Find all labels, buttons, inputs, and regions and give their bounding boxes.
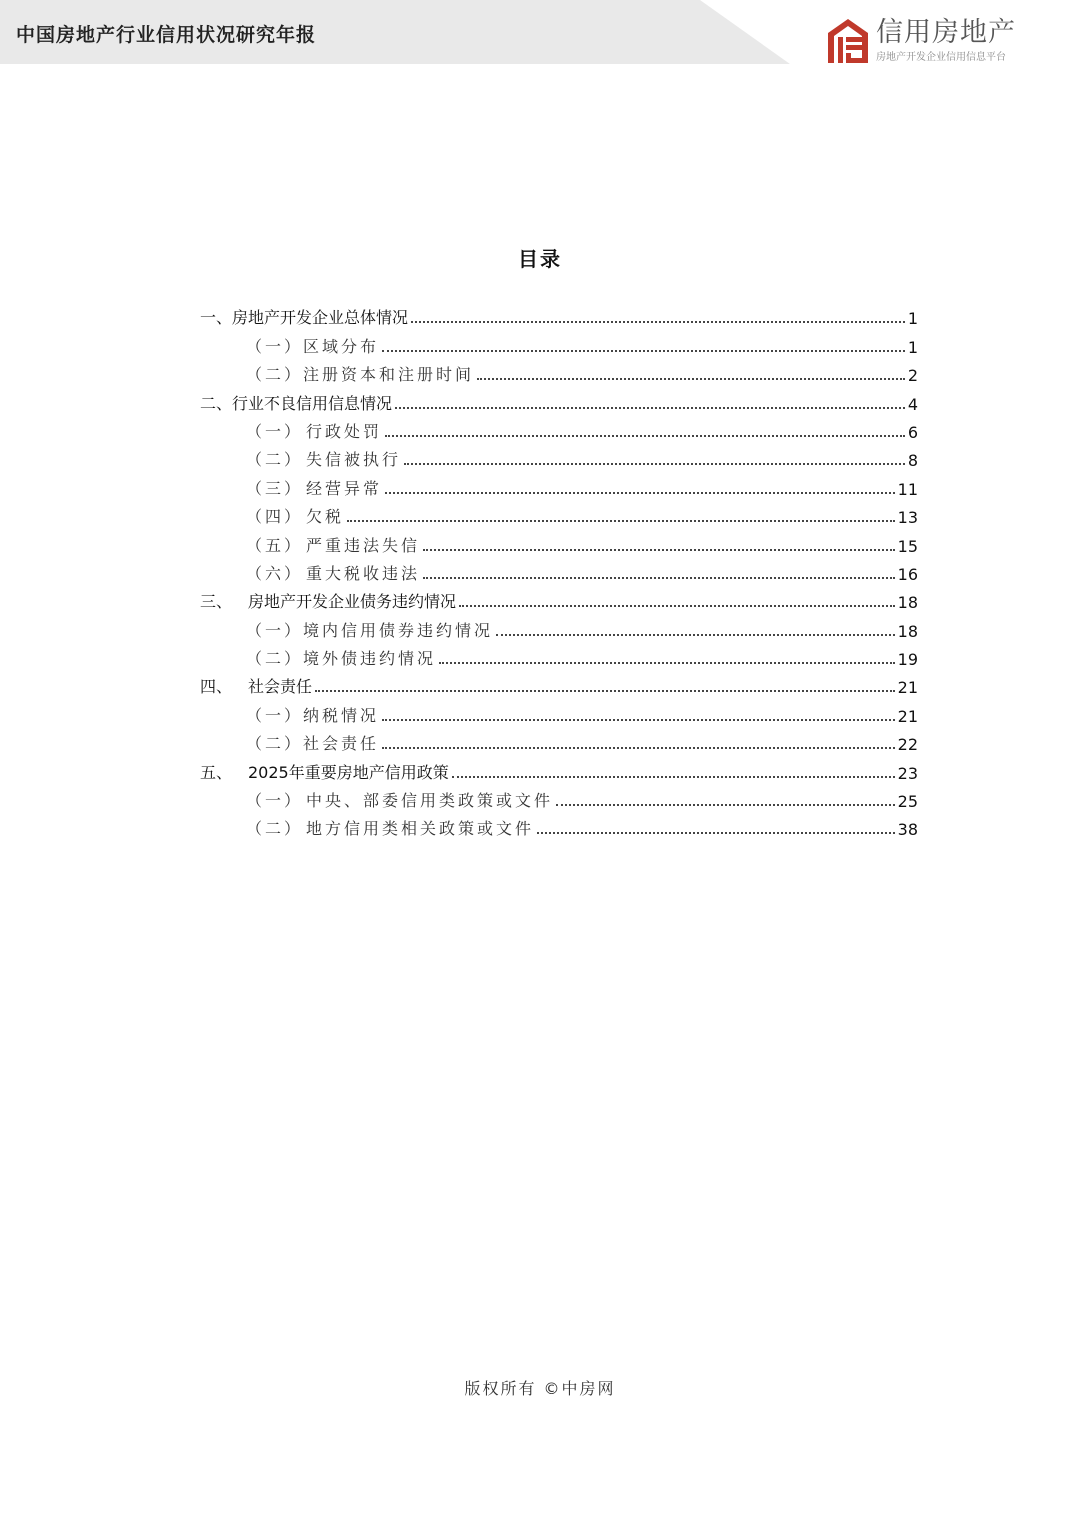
toc-leader-dots [496,634,895,636]
toc-entry[interactable] [200,612,918,640]
toc-page-number: 8 [907,451,918,471]
toc-page-number: 13 [897,508,918,528]
toc-entry[interactable] [200,669,918,697]
brand-logo [826,17,1046,67]
toc-number: （一） [246,791,304,811]
toc-entry[interactable] [200,811,918,839]
toc-page-number: 2 [907,366,918,386]
toc-number: （二） [246,450,304,470]
toc-number: 一、 [200,308,233,328]
toc-page-number: 23 [897,763,918,783]
toc-number: 四、 [200,677,233,697]
toc-page-number: 4 [907,394,918,414]
toc-entry[interactable] [200,754,918,782]
toc-page-number: 15 [897,536,918,556]
toc-title: 重大税收违法 [306,563,421,583]
toc-title: 区域分布 [303,336,380,356]
toc-number: （五） [246,535,304,555]
toc-entry[interactable] [200,442,918,470]
toc-leader-dots [395,407,905,409]
toc-leader-dots [315,690,895,692]
toc-leader-dots [382,350,905,352]
toc-page-number: 25 [897,792,918,812]
toc-title: 纳税情况 [303,705,380,725]
house-logo-icon [826,17,870,63]
toc-title: 严重违法失信 [306,535,421,555]
toc-entry[interactable] [200,385,918,413]
toc-entry[interactable] [200,726,918,754]
toc-number: （二） [246,649,304,669]
toc-page-number: 1 [907,309,918,329]
toc-page-number: 38 [897,820,918,840]
toc-title: 房地产开发企业总体情况 [232,308,409,328]
toc-leader-dots [537,832,895,834]
toc-title: 社会责任 [248,677,313,697]
toc-entry[interactable] [200,641,918,669]
toc-leader-dots [382,747,895,749]
toc-leader-dots [423,549,895,551]
toc-title: 欠税 [306,507,345,527]
toc-title: 经营异常 [306,478,383,498]
toc-number: （二） [246,365,304,385]
toc-page-number: 22 [897,735,918,755]
toc-page-number: 19 [897,650,918,670]
toc-number: （四） [246,507,304,527]
copyright-footer: 版权所有 ©中房网 [464,1379,616,1398]
toc-entry[interactable] [200,300,918,328]
toc-page-number: 18 [897,593,918,613]
toc-leader-dots [556,804,895,806]
toc-entry[interactable] [200,328,918,356]
toc-title: 注册资本和注册时间 [303,365,475,385]
toc-title: 行业不良信用信息情况 [232,393,393,413]
toc-entry[interactable] [200,357,918,385]
toc-leader-dots [477,378,905,380]
toc-title: 失信被执行 [306,450,402,470]
toc-title: 房地产开发企业债务违约情况 [248,592,457,612]
toc-page-number: 18 [897,621,918,641]
toc-heading: 目录 [518,247,562,271]
toc-number: （三） [246,478,304,498]
toc-page-number: 21 [897,706,918,726]
toc-leader-dots [385,492,895,494]
toc-leader-dots [411,321,905,323]
toc-leader-dots [347,520,895,522]
toc-title: 地方信用类相关政策或文件 [306,819,535,839]
toc-number: （二） [246,734,304,754]
toc-leader-dots [452,776,895,778]
toc-title: 行政处罚 [306,421,383,441]
report-title: 中国房地产行业信用状况研究年报 [16,24,317,46]
toc-title: 2025年重要房地产信用政策 [248,762,449,782]
toc-number: （一） [246,705,304,725]
toc-entry[interactable] [200,470,918,498]
toc-number: 二、 [200,393,233,413]
logo-tagline: 房地产开发企业信用信息平台 [876,52,1006,63]
toc-title: 境内信用债券违约情况 [303,620,494,640]
toc-leader-dots [382,719,895,721]
toc-number: （一） [246,336,304,356]
toc-number: 五、 [200,762,233,782]
toc-page-number: 21 [897,678,918,698]
toc-number: 三、 [200,592,233,612]
toc-title: 中央、部委信用类政策或文件 [306,791,554,811]
toc-entry[interactable] [200,414,918,442]
toc-entry[interactable] [200,556,918,584]
toc-leader-dots [423,577,895,579]
toc-page-number: 11 [897,479,918,499]
toc-number: （六） [246,563,304,583]
toc-title: 社会责任 [303,734,380,754]
toc-number: （二） [246,819,304,839]
toc-leader-dots [459,605,895,607]
toc-entry[interactable] [200,783,918,811]
toc-leader-dots [439,662,895,664]
toc-number: （一） [246,421,304,441]
toc-page-number: 1 [907,337,918,357]
toc-leader-dots [404,463,905,465]
toc-entry[interactable] [200,584,918,612]
toc-number: （一） [246,620,304,640]
toc-page-number: 6 [907,422,918,442]
toc-entry[interactable] [200,697,918,725]
toc-entry[interactable] [200,499,918,527]
toc-page-number: 16 [897,564,918,584]
table-of-contents [200,300,918,839]
toc-entry[interactable] [200,527,918,555]
toc-title: 境外债违约情况 [303,649,437,669]
toc-leader-dots [385,435,905,437]
logo-name: 信用房地产 [876,17,1016,48]
